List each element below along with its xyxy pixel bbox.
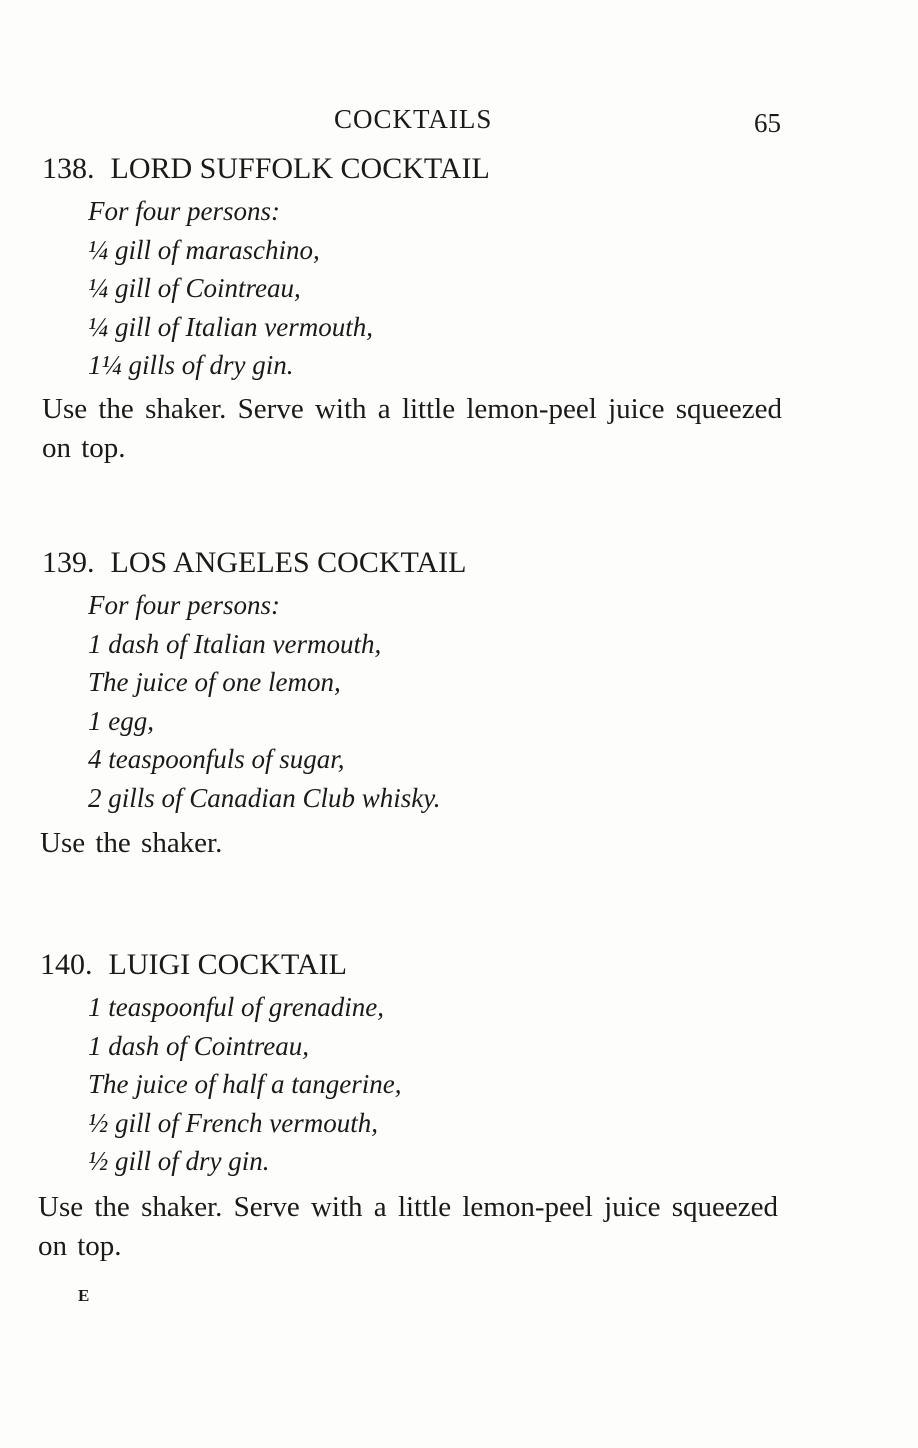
ingredient-item: 1¼ gills of dry gin. xyxy=(88,350,294,380)
recipe-title: LOS ANGELES COCKTAIL xyxy=(110,546,467,579)
recipe-number: 140. xyxy=(40,948,93,981)
ingredient-item: 4 teaspoonfuls of sugar, xyxy=(88,744,345,774)
ingredient-list xyxy=(88,192,373,385)
ingredient-item: 1 dash of Cointreau, xyxy=(88,1030,310,1061)
recipe-instructions: Use the shaker. xyxy=(40,827,223,859)
recipe-title: LORD SUFFOLK COCKTAIL xyxy=(110,152,490,185)
ingredient-item: ¼ gill of Italian vermouth, xyxy=(88,311,373,342)
ingredient-item: The juice of half a tangerine, xyxy=(88,1069,402,1099)
running-head xyxy=(0,104,918,144)
recipe-number: 138. xyxy=(42,152,95,185)
recipe-heading xyxy=(40,948,347,982)
running-title: COCKTAILS xyxy=(334,104,493,134)
recipe-instructions: Use the shaker. Serve with a little lemon-peel juice squeezed on top. xyxy=(38,1191,778,1262)
ingredient-item: 1 egg, xyxy=(88,705,154,736)
ingredient-item: 1 dash of Italian vermouth, xyxy=(88,628,382,659)
ingredient-item: The juice of one lemon, xyxy=(88,667,341,697)
recipe-instructions: Use the shaker. Serve with a little lemon-peel juice squeezed on top. xyxy=(42,393,782,464)
ingredient-item: 2 gills of Canadian Club whisky. xyxy=(88,782,441,813)
page-number: 65 xyxy=(754,108,781,138)
ingredient-item: ¼ gill of Cointreau, xyxy=(88,273,301,303)
serving-note: For four persons: xyxy=(88,590,281,620)
ingredient-item: ½ gill of French vermouth, xyxy=(88,1107,378,1138)
ingredient-item: ¼ gill of maraschino, xyxy=(88,234,320,265)
signature-mark: E xyxy=(78,1286,90,1305)
ingredient-list xyxy=(88,988,401,1181)
ingredient-item: ½ gill of dry gin. xyxy=(88,1146,270,1176)
ingredient-list xyxy=(88,586,441,817)
recipe-title: LUIGI COCKTAIL xyxy=(108,948,347,981)
recipe-heading xyxy=(42,152,490,186)
recipe-heading xyxy=(42,546,466,580)
serving-note: For four persons: xyxy=(88,196,281,226)
recipe-number: 139. xyxy=(42,546,95,579)
ingredient-item: 1 teaspoonful of grenadine, xyxy=(88,992,384,1022)
